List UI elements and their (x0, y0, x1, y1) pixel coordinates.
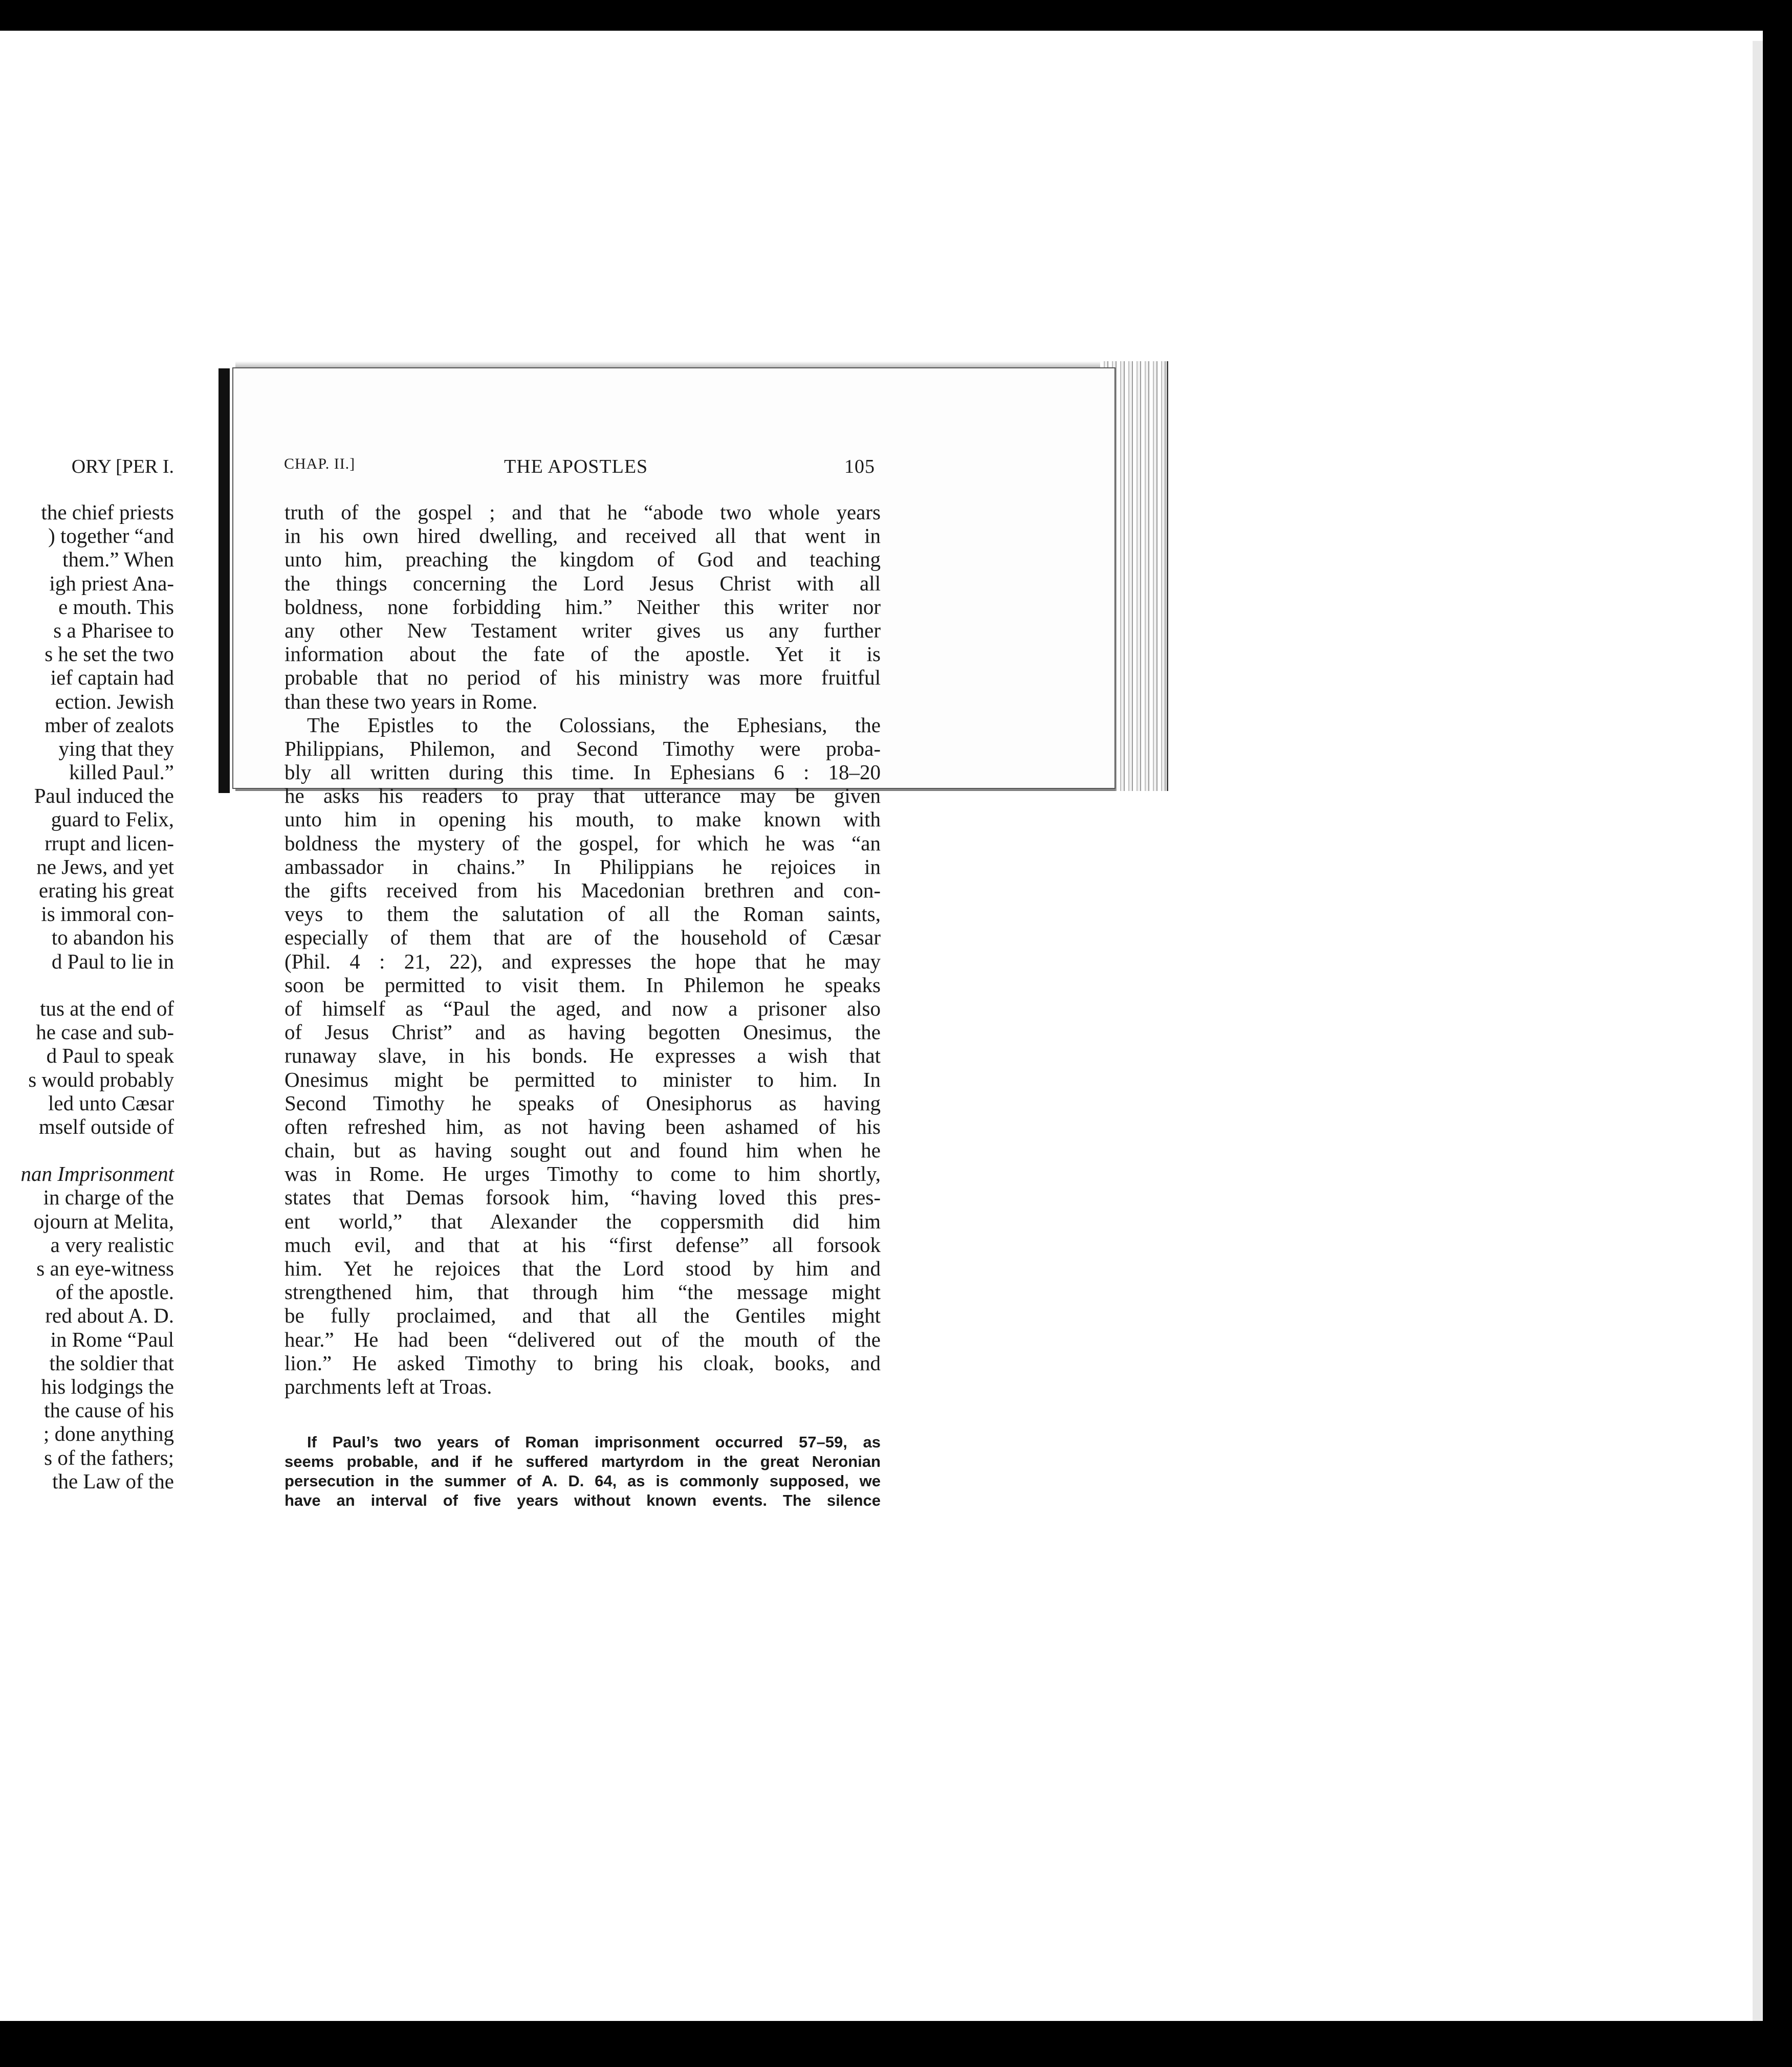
text-line: boldness the mystery of the gospel, for which he was “an (285, 831, 881, 855)
text-line: be fully proclaimed, and that all the Gentiles might (285, 1304, 881, 1328)
left-running-head: ORY [PER I. (71, 456, 174, 477)
text-line: states that Demas forsook him, “having loved this pres- (285, 1185, 881, 1210)
text-line: of himself as “Paul the aged, and now a prisoner also (285, 996, 881, 1020)
left-page-line: tus at the end of (40, 996, 174, 1020)
text-line: was in Rome. He urges Timothy to come to him shortly, (285, 1162, 881, 1186)
left-page-line: ) together “and (48, 524, 174, 548)
text-line: than these two years in Rome. (285, 689, 538, 713)
left-page-line: in charge of the (43, 1185, 174, 1210)
scan-border-right-edge (1753, 41, 1763, 2067)
footnote-line: persecution in the summer of A. D. 64, as is commonly supposed, we (285, 1472, 881, 1490)
left-page-line: red about A. D. (45, 1304, 174, 1328)
text-line: bly all written during this time. In Ephesians 6 : 18–20 (285, 760, 881, 784)
text-line: strengthened him, that through him “the message might (285, 1280, 881, 1304)
book-gutter (218, 368, 230, 793)
left-page-line: the chief priests (41, 500, 174, 524)
page-title: THE APOSTLES (504, 456, 648, 477)
left-page-line (0, 1138, 174, 1162)
text-line: much evil, and that at his “first defense” all forsook (285, 1233, 881, 1257)
left-page-line: ying that they (58, 736, 174, 760)
left-page-line: ection. Jewish (55, 689, 174, 713)
left-page-line: the soldier that (49, 1351, 174, 1375)
text-line: Second Timothy he speaks of Onesiphorus as having (285, 1091, 881, 1115)
left-page-line: ; done anything (43, 1422, 174, 1446)
left-page-line: s he set the two (45, 642, 174, 666)
text-line: boldness, none forbidding him.” Neither this writer nor (285, 595, 881, 619)
left-page-line: igh priest Ana- (49, 571, 174, 595)
text-line: him. Yet he rejoices that the Lord stood by him and (285, 1257, 881, 1280)
text-line: he asks his readers to pray that utterance may be given (285, 784, 881, 808)
left-page-line: ief captain had (50, 666, 174, 690)
text-line: ambassador in chains.” In Philippians he rejoices in (285, 854, 881, 878)
text-line: the gifts received from his Macedonian brethren and con- (285, 878, 881, 902)
left-page-line: s an eye-witness (36, 1257, 174, 1280)
left-page-line: is immoral con- (41, 902, 174, 926)
scan-border-right (1763, 31, 1792, 2067)
left-page-line: guard to Felix, (51, 807, 174, 831)
left-page-line: the Law of the (52, 1469, 174, 1493)
left-page-line: mber of zealots (45, 713, 174, 737)
text-line: chain, but as having sought out and found him when he (285, 1138, 881, 1162)
left-page-line (0, 973, 174, 997)
text-line: parchments left at Troas. (285, 1374, 492, 1398)
left-page-line: e mouth. This (58, 595, 174, 619)
left-page-line: in Rome “Paul (50, 1327, 174, 1351)
left-page-line: s a Pharisee to (53, 618, 174, 642)
left-page-line: ojourn at Melita, (33, 1209, 174, 1233)
text-line: information about the fate of the apostle. Yet it is (285, 642, 881, 666)
footnote-line: If Paul’s two years of Roman imprisonment occurred 57–59, as (307, 1433, 881, 1451)
text-line: The Epistles to the Colossians, the Ephesians, the (307, 713, 881, 737)
left-page-line: his lodgings the (41, 1374, 174, 1398)
left-page-line: erating his great (38, 878, 174, 902)
text-line: Philippians, Philemon, and Second Timothy were proba- (285, 736, 881, 760)
text-line: unto him in opening his mouth, to make known with (285, 807, 881, 831)
left-page-line: Paul induced the (34, 784, 174, 808)
left-page-line: a very realistic (50, 1233, 174, 1257)
footnote (285, 1433, 881, 1510)
page-number: 105 (844, 456, 875, 477)
scan-border-bottom (0, 2021, 1792, 2067)
paragraph (285, 713, 881, 1398)
text-line: hear.” He had been “delivered out of the mouth of the (285, 1327, 881, 1351)
left-page-line: he case and sub- (36, 1020, 174, 1044)
left-page-line: the cause of his (44, 1398, 174, 1422)
text-line: of Jesus Christ” and as having begotten Onesimus, the (285, 1020, 881, 1044)
text-line: probable that no period of his ministry was more fruitful (285, 666, 881, 690)
text-line: ent world,” that Alexander the coppersmith did him (285, 1209, 881, 1233)
footnote-line: have an interval of five years without known events. The silence (285, 1491, 881, 1509)
text-line: especially of them that are of the household of Cæsar (285, 926, 881, 950)
left-page-line: s would probably (28, 1067, 174, 1091)
text-line: truth of the gospel ; and that he “abode two whole years (285, 500, 881, 524)
left-page-line: them.” When (62, 547, 174, 571)
paragraph (285, 500, 881, 713)
left-page-line: ne Jews, and yet (36, 854, 174, 878)
left-page-line: killed Paul.” (69, 760, 174, 784)
left-page-line: s of the fathers; (44, 1445, 174, 1469)
text-line: often refreshed him, as not having been ashamed of his (285, 1114, 881, 1138)
left-page-line: of the apostle. (55, 1280, 174, 1304)
left-page-line: d Paul to speak (46, 1044, 174, 1068)
left-page-text (0, 500, 174, 1493)
left-page-line: rrupt and licen- (45, 831, 174, 855)
text-line: runaway slave, in his bonds. He expresses a wish that (285, 1044, 881, 1068)
text-line: any other New Testament writer gives us any further (285, 618, 881, 642)
text-line: (Phil. 4 : 21, 22), and expresses the hope that he may (285, 949, 881, 973)
text-line: veys to them the salutation of all the Roman saints, (285, 902, 881, 926)
text-line: unto him, preaching the kingdom of God and teaching (285, 547, 881, 571)
left-page-line: d Paul to lie in (51, 949, 174, 973)
left-page-line: mself outside of (38, 1114, 174, 1138)
left-page (0, 373, 215, 1493)
footnote-line: seems probable, and if he suffered martyrdom in the great Neronian (285, 1453, 881, 1470)
left-page-line: nan Imprisonment (20, 1162, 174, 1186)
scan-border-top (0, 0, 1792, 31)
text-line: in his own hired dwelling, and received all that went in (285, 524, 881, 548)
text-line: the things concerning the Lord Jesus Christ with all (285, 571, 881, 595)
body-text (285, 500, 881, 1398)
left-page-line: to abandon his (51, 926, 174, 950)
text-line: lion.” He asked Timothy to bring his cloak, books, and (285, 1351, 881, 1375)
left-page-line: led unto Cæsar (48, 1091, 174, 1115)
text-line: Onesimus might be permitted to minister to him. In (285, 1067, 881, 1091)
text-line: soon be permitted to visit them. In Philemon he speaks (285, 973, 881, 997)
chapter-running-head: CHAP. II.] (284, 455, 356, 472)
